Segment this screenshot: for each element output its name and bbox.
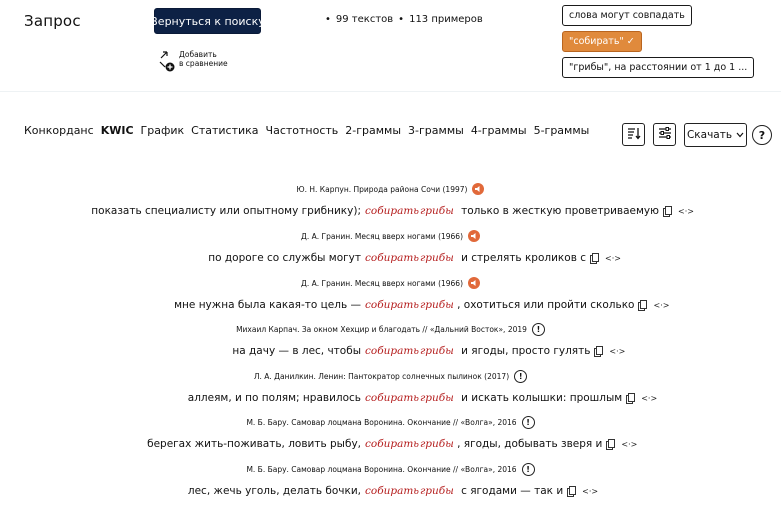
- info-icon[interactable]: !: [522, 416, 535, 429]
- keyword-griby-text: грибы: [420, 485, 454, 497]
- right-context-text: , охотиться или пройти сколько: [457, 299, 635, 311]
- keyword-griby: [420, 438, 637, 450]
- keyword-sobirat: собирать: [365, 485, 420, 497]
- source-title[interactable]: М. Б. Бару. Самовар лоцмана Воронина. Окончание // «Волга», 2016: [246, 465, 517, 474]
- keyword-griby: [420, 392, 657, 404]
- audio-icon[interactable]: [468, 230, 480, 242]
- download-label: Скачать: [686, 129, 733, 141]
- keyword-sobirat: собирать: [365, 438, 420, 450]
- add-to-comparison-button[interactable]: [158, 50, 228, 72]
- info-icon[interactable]: !: [532, 323, 545, 336]
- source-title[interactable]: Д. А. Гранин. Месяц вверх ногами (1966): [300, 231, 464, 241]
- left-context: лес, жечь уголь, делать бочки,: [187, 485, 361, 497]
- right-context-text: и искать колышки: прошлым: [461, 392, 623, 404]
- page-title: Запрос: [24, 12, 81, 30]
- left-context: мне нужна была какая-то цель —: [174, 299, 361, 311]
- list-item: [0, 416, 781, 460]
- tab-5grams[interactable]: 5-граммы: [533, 124, 590, 137]
- keyword-sobirat: собирать: [365, 345, 420, 357]
- chevron-down-icon: [736, 129, 744, 141]
- left-context: по дороге со службы могут: [208, 252, 361, 264]
- examples-count: 113 примеров: [409, 14, 483, 25]
- query-filters: [562, 5, 754, 78]
- expand-context-icon[interactable]: <·>: [621, 439, 638, 449]
- keyword-sobirat: собирать: [365, 299, 420, 311]
- filter-chip-griby-distance[interactable]: "грибы", на расстоянии от 1 до 1 ...: [562, 57, 754, 78]
- sliders-icon: [658, 125, 672, 144]
- bullet: •: [325, 14, 331, 25]
- copy-icon[interactable]: [594, 346, 603, 357]
- tab-concordance[interactable]: Конкорданс: [24, 124, 94, 137]
- copy-icon[interactable]: [567, 486, 576, 497]
- tab-frequency[interactable]: Частотность: [265, 124, 339, 137]
- tab-3grams[interactable]: 3-граммы: [408, 124, 464, 137]
- view-tabs: [24, 124, 589, 137]
- list-item: [0, 370, 781, 414]
- result-counts: [325, 14, 483, 25]
- expand-context-icon[interactable]: <·>: [605, 253, 621, 263]
- expand-context-icon[interactable]: <·>: [653, 300, 670, 310]
- source-title[interactable]: Михаил Карпач. За окном Хехцир и благодать // «Дальний Восток», 2019: [236, 325, 527, 334]
- right-context-text: , ягоды, добывать зверя и: [457, 438, 603, 450]
- keyword-griby-text: грибы: [420, 438, 454, 450]
- left-context: показать специалисту или опытному грибнику);: [91, 205, 361, 217]
- copy-icon[interactable]: [626, 393, 635, 404]
- audio-icon[interactable]: [468, 277, 480, 289]
- list-item: [0, 230, 781, 274]
- tab-2grams[interactable]: 2-граммы: [345, 124, 402, 137]
- left-context: аллеям, и по полям; нравилось: [187, 392, 361, 404]
- right-context: [457, 392, 657, 404]
- keyword-griby-text: грибы: [420, 252, 454, 264]
- source-title[interactable]: М. Б. Бару. Самовар лоцмана Воронина. Окончание // «Волга», 2016: [246, 418, 517, 427]
- sort-icon: [627, 125, 641, 144]
- list-item: [0, 277, 781, 321]
- right-context: [457, 438, 637, 450]
- download-button[interactable]: [684, 123, 747, 147]
- left-context: на дачу — в лес, чтобы: [232, 345, 361, 357]
- filter-chip-words-may-match[interactable]: слова могут совпадать: [562, 5, 692, 26]
- compare-add-icon: [158, 50, 176, 72]
- settings-button[interactable]: [653, 123, 676, 146]
- help-button[interactable]: ?: [752, 125, 772, 145]
- list-item: [0, 323, 781, 367]
- tab-4grams[interactable]: 4-граммы: [470, 124, 527, 137]
- back-to-search-button[interactable]: Вернуться к поиску: [154, 8, 261, 34]
- compare-label-line2: в сравнение: [179, 59, 228, 68]
- right-context-text: и стрелять кроликов с: [461, 252, 586, 264]
- info-icon[interactable]: !: [522, 463, 535, 476]
- divider: [0, 91, 781, 92]
- expand-context-icon[interactable]: <·>: [582, 486, 599, 496]
- copy-icon[interactable]: [606, 439, 615, 450]
- source-title[interactable]: Л. А. Данилкин. Ленин: Пантократор солнечных пылинок (2017): [253, 372, 510, 381]
- right-context-text: и ягоды, просто гулять: [461, 345, 591, 357]
- keyword-griby: [420, 205, 694, 217]
- right-context: [457, 299, 669, 311]
- list-item: [0, 183, 781, 227]
- source-title[interactable]: Ю. Н. Карпун. Природа района Сочи (1997): [296, 184, 468, 194]
- filter-chip-sobirat[interactable]: "собирать" ✓: [562, 31, 642, 52]
- compare-label-line1: Добавить: [179, 50, 217, 59]
- right-context-text: только в жесткую проветриваемую: [461, 205, 659, 217]
- keyword-griby-text: грибы: [420, 345, 454, 357]
- right-context-text: с ягодами — так и: [461, 485, 564, 497]
- keyword-griby-text: грибы: [420, 392, 454, 404]
- copy-icon[interactable]: [638, 300, 647, 311]
- keyword-sobirat: собирать: [365, 392, 420, 404]
- right-context: [457, 485, 598, 497]
- expand-context-icon[interactable]: <·>: [609, 346, 626, 356]
- info-icon[interactable]: !: [514, 370, 527, 383]
- keyword-griby: [420, 345, 625, 357]
- right-context: [457, 205, 694, 217]
- audio-icon[interactable]: [472, 183, 484, 195]
- source-title[interactable]: Д. А. Гранин. Месяц вверх ногами (1966): [300, 278, 464, 288]
- right-context: [457, 345, 625, 357]
- keyword-griby: [420, 252, 621, 264]
- tab-graph[interactable]: График: [140, 124, 185, 137]
- tab-statistics[interactable]: Статистика: [191, 124, 259, 137]
- bullet: •: [398, 14, 405, 25]
- texts-count: 99 текстов: [335, 14, 394, 25]
- expand-context-icon[interactable]: <·>: [677, 206, 694, 216]
- copy-icon[interactable]: [663, 206, 672, 217]
- keyword-griby: [420, 299, 669, 311]
- copy-icon[interactable]: [590, 253, 599, 264]
- tab-kwic[interactable]: KWIC: [100, 124, 134, 137]
- keyword-sobirat: собирать: [365, 252, 420, 264]
- left-context: берегах жить-поживать, ловить рыбу,: [147, 438, 361, 450]
- list-item: [0, 463, 781, 507]
- keyword-griby-text: грибы: [420, 299, 454, 311]
- sort-button[interactable]: [622, 123, 645, 146]
- right-context: [457, 252, 621, 264]
- keyword-griby: [420, 485, 598, 497]
- keyword-sobirat: собирать: [365, 205, 420, 217]
- keyword-griby-text: грибы: [420, 205, 454, 217]
- expand-context-icon[interactable]: <·>: [641, 393, 658, 403]
- compare-label: [179, 50, 228, 68]
